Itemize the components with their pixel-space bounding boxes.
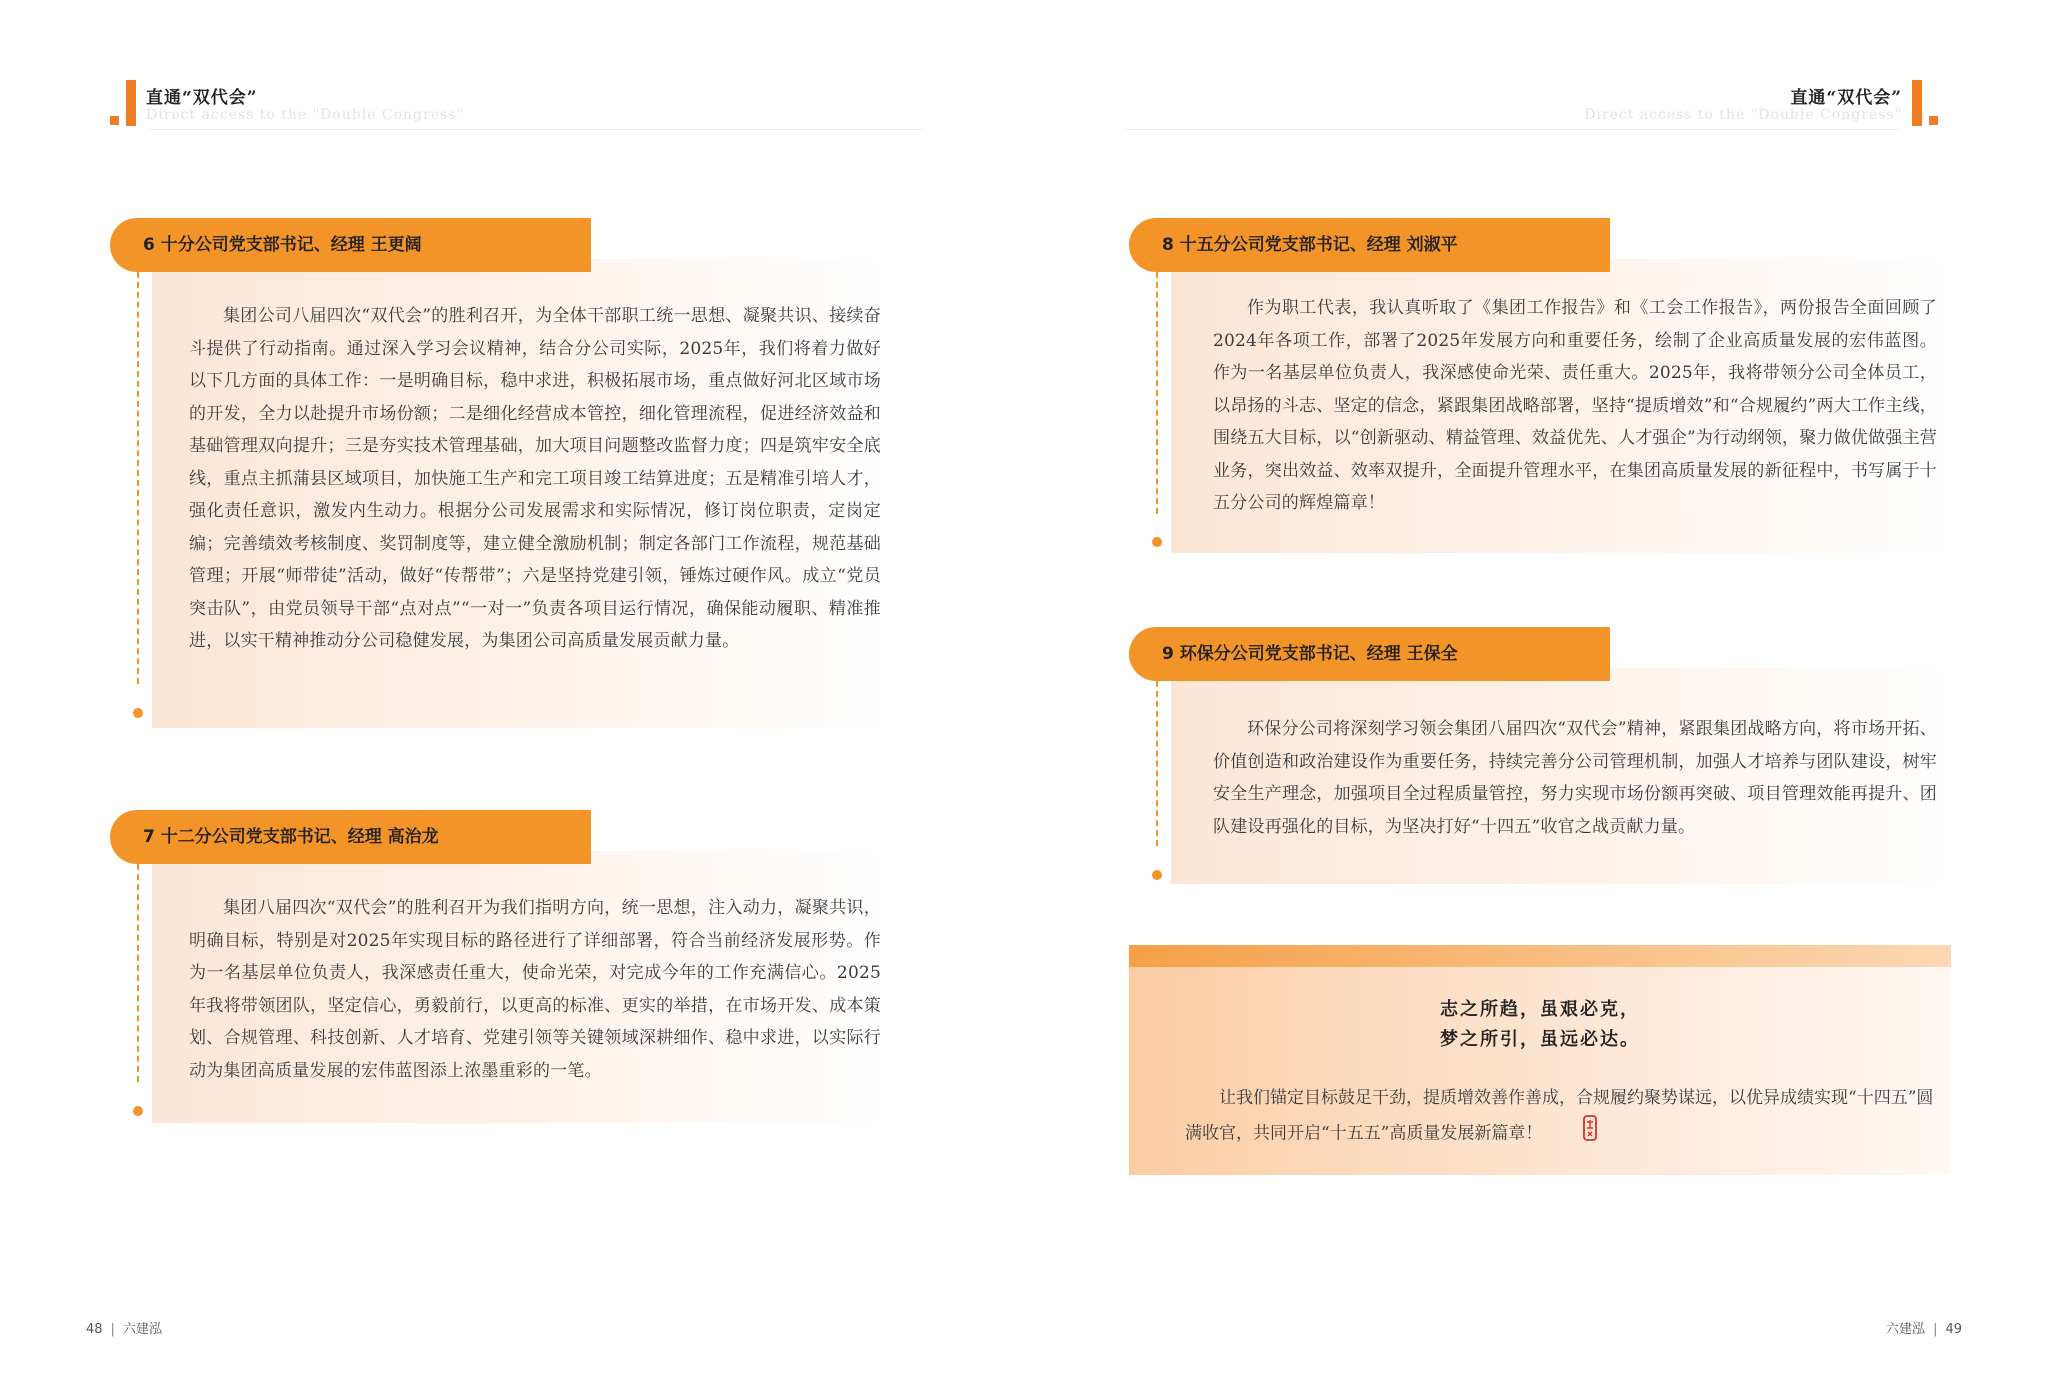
- timeline-dot: [133, 1106, 143, 1116]
- section-title: 8 十五分公司党支部书记、经理 刘淑平: [1129, 218, 1610, 272]
- timeline-dashed-line: [1156, 272, 1158, 514]
- section-body: 集团八届四次“双代会”的胜利召开为我们指明方向，统一思想，注入动力，凝聚共识，明确目标，特别是对2025年实现目标的路径进行了详细部署，符合当前经济发展形势。作为一名基层单位负责人，我深感责任重大，使命光荣，对完成今年的工作充满信心。2025年我将带领团队，坚定信心，勇毅前行，以更高的标准、更实的举措，在市场开发、成本策划、合规管理、科技创新、人才培育、党建引领等关键领域深耕细作、稳中求进，以实际行动为集团高质量发展的宏伟蓝图添上浓墨重彩的一笔。: [189, 898, 881, 1081]
- header-title: 直通“双代会”: [1790, 88, 1902, 108]
- footer-right: [1886, 1318, 1962, 1337]
- speaker-section-8: [1129, 218, 1951, 554]
- header-subtitle: Direct access to the "Double Congress": [146, 107, 464, 123]
- header-divider: [146, 129, 926, 130]
- header-dot-decoration: [1929, 116, 1938, 125]
- footer-left: [86, 1318, 162, 1337]
- footer-separator: |: [1933, 1322, 1938, 1337]
- header-bar-decoration: [126, 80, 136, 126]
- header-dot-decoration: [110, 116, 119, 125]
- closing-paragraph: [1185, 1082, 1935, 1153]
- closing-box: [1129, 945, 1951, 1175]
- section-title: 7 十二分公司党支部书记、经理 高治龙: [110, 810, 591, 864]
- magazine-name: 六建泓: [1886, 1322, 1926, 1337]
- timeline-dot: [133, 708, 143, 718]
- timeline-dot: [1152, 870, 1162, 880]
- timeline-dashed-line: [137, 272, 139, 684]
- footer-separator: |: [110, 1322, 115, 1337]
- page-header-right: [1118, 78, 1938, 130]
- page-number: 48: [86, 1322, 103, 1337]
- speaker-section-9: [1129, 627, 1951, 887]
- header-bar-decoration: [1912, 80, 1922, 126]
- speaker-section-7: [110, 810, 890, 1120]
- speaker-section-6: [110, 218, 890, 728]
- section-body: 集团公司八届四次“双代会”的胜利召开，为全体干部职工统一思想、凝聚共识、接续奋斗提供了行动指南。通过深入学习会议精神，结合分公司实际，2025年，我们将着力做好以下几方面的具体工作：一是明确目标，稳中求进，积极拓展市场，重点做好河北区域市场的开发，全力以赴提升市场份额；二是细化经营成本管控，细化管理流程，促进经济效益和基础管理双向提升；三是夯实技术管理基础，加大项目问题整改监督力度；四是筑牢安全底线，重点主抓蒲县区域项目，加快施工生产和完工项目竣工结算进度；五是精准引培人才，强化责任意识，激发内生动力。根据分公司发展需求和实际情况，修订岗位职责，定岗定编；完善绩效考核制度、奖罚制度等，建立健全激励机制；制定各部门工作流程，规范基础管理；开展“师带徒”活动，做好“传帮带”；六是坚持党建引领，锤炼过硬作风。成立“党员突击队”，由党员领导干部“点对点”“一对一”负责各项目运行情况，确保能动履职、精准推进，以实干精神推动分公司稳健发展，为集团公司高质量发展贡献力量。: [189, 306, 881, 651]
- header-title: 直通“双代会”: [146, 88, 258, 108]
- closing-slogan-line-1: 志之所趋，虽艰必克，: [1440, 999, 1640, 1020]
- section-body: 作为职工代表，我认真听取了《集团工作报告》和《工会工作报告》，两份报告全面回顾了2024年各项工作，部署了2025年发展方向和重要任务，绘制了企业高质量发展的宏伟蓝图。作为一名基层单位负责人，我深感使命光荣、责任重大。2025年，我将带领分公司全体员工，以昂扬的斗志、坚定的信念，紧跟集团战略部署，坚持“提质增效”和“合规履约”两大工作主线，围绕五大目标，以“创新驱动、精益管理、效益优先、人才强企”为行动纲领，聚力做优做强主营业务，突出效益、效率双提升，全面提升管理水平，在集团高质量发展的新征程中，书写属于十五分公司的辉煌篇章！: [1213, 298, 1937, 513]
- section-title: 6 十分公司党支部书记、经理 王更阔: [110, 218, 591, 272]
- closing-top-strip: [1129, 945, 1951, 967]
- header-divider: [1122, 129, 1902, 130]
- closing-slogan-line-2: 梦之所引，虽远必达。: [1440, 1029, 1640, 1050]
- section-title: 9 环保分公司党支部书记、经理 王保全: [1129, 627, 1610, 681]
- timeline-dashed-line: [1156, 681, 1158, 846]
- page-header-left: [110, 78, 930, 130]
- page-number: 49: [1945, 1322, 1962, 1337]
- section-body: 环保分公司将深刻学习领会集团八届四次“双代会”精神，紧跟集团战略方向，将市场开拓、价值创造和政治建设作为重要任务，持续完善分公司管理机制，加强人才培养与团队建设，树牢安全生产理念，加强项目全过程质量管控，努力实现市场份额再突破、项目管理效能再提升、团队建设再强化的目标，为坚决打好“十四五”收官之战贡献力量。: [1213, 719, 1937, 837]
- timeline-dashed-line: [137, 864, 139, 1082]
- header-subtitle: Direct access to the "Double Congress": [1584, 107, 1902, 123]
- closing-text: 让我们锚定目标鼓足干劲，提质增效善作善成，合规履约聚势谋远，以优异成绩实现“十四五”圆满收官，共同开启“十五五”高质量发展新篇章！: [1185, 1088, 1934, 1144]
- timeline-dot: [1152, 537, 1162, 547]
- red-seal-icon: [1548, 1115, 1598, 1153]
- magazine-name: 六建泓: [122, 1322, 162, 1337]
